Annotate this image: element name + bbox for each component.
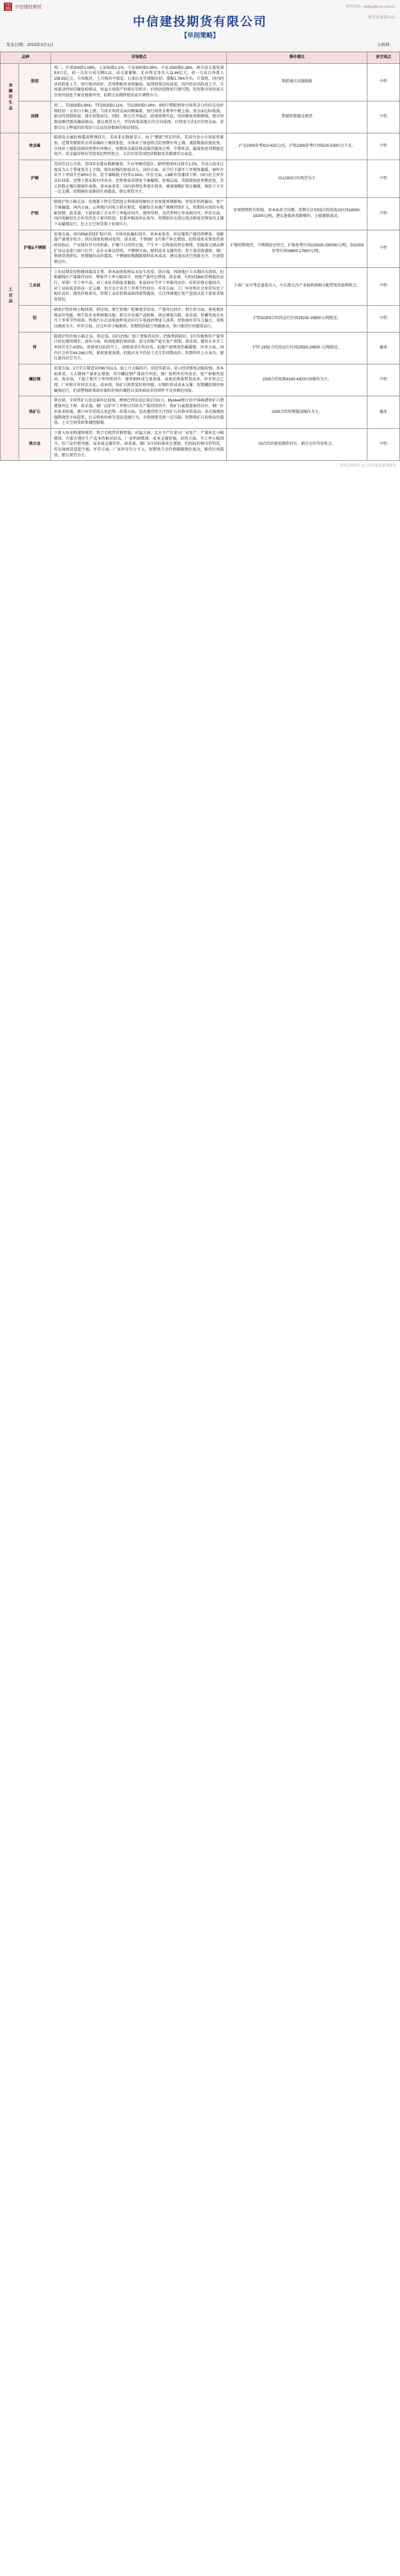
operation-advice-text: 沪镍短期观望，不锈钢轻仓短空。沪镍参考区间220000-230000元/吨，SS2303参考区间16800-17800元/吨。 [227,230,367,267]
market-focus-text: 工业硅期货价格继续震荡走势，基本面宽松格局未发生改变。供应端，西南地区丰水期尚未到来，但新疆地区产量维持高位，整体开工率小幅回升，周度产量环比增加。需求端，有机硅DMC价格低位运行，单体厂开工率不高，对工业硅采购需求偏弱；多晶硅环节开工率维持高位，硅料价格企稳回升，对工业硅需求形成一定支撑；铝合金企业开工率季节性回升。库存方面，工厂库存和社会库存均处于相对高位，现货价格承压。短期工业硅价格或维持弱势震荡，关注西南地区复产进度以及下游需求恢复情况。 [51,267,227,305]
operation-advice-text: 宏观情绪暂有转强，基本面多空均衡，短期关注铝03合约的波动区间18000-19200元/吨，建议逢低多思路操作，上破谨慎追高。 [227,198,367,230]
variety-name: 工业硅 [19,267,51,305]
market-focus-text: 隔夜沪锌价格小幅走高。供应端，国内冶炼厂加工费维持高位，冶炼利润较好，3月份精炼锌产量预计环比继续增长；海外方面，欧洲能源价格回落，部分冶炼产能有复产预期。需求端，镀锌企业开工率回升至7.425%，基建项目陆续开工，初级需求有所改善，但地产端恢复仍偏缓慢。库存方面，国内社会库存44.248万吨，累积速度放缓，但绝对水平仍处于近几年同期高位。短期锌价上方承压，建议逢高沽空为主。 [51,332,227,364]
variety-name: 铅 [19,305,51,332]
page-subtitle: 【早间策略】 [181,33,219,40]
variety-name: 股指 [19,63,51,101]
analyst-label: 分析师： [377,43,394,47]
strategy-table [0,52,400,461]
variety-name: 沪镍&不锈钢 [19,230,51,267]
operation-advice-text: 期债短期建议观望 [227,101,367,133]
variety-name: 沪铜 [19,160,51,198]
table-row [1,160,400,198]
long-short-view: 中性 [367,63,400,101]
market-focus-text: 隔夜贵金属价格震荡整理回升，美国非农数据显示，由于"鹰派"坚定持续，美国劳动力市场依然紧张。近期美联储官员讲话偏向于继续加息，市场对于加息终点的预期有所上调。通胀数据出现反复，市场对于通胀回落的预期有所修正。短期贵金属价格或维持震荡走势，中期来看，随着加息周期接近尾声，贵金属价格有望迎来趋势性机会。关注后续美国经济数据及美联储官员表态。 [51,133,227,160]
long-short-view: 偏多 [367,396,400,428]
col-header-advice: 操作建议 [227,52,367,64]
operation-advice-text: 03合约的保值操作持有，剩余仓位等待机会。 [227,428,367,460]
header-dept-label: 研究发展部出品 [367,16,395,20]
report-header [0,0,400,52]
group-label: 工业品 [8,287,12,304]
market-focus-text: 供应端，全球铁矿石发运量环比回落，澳洲巴西发运总量1月31日，Mysteel统计的中国45港铁矿石到港量环比下降。需求端，钢厂高炉开工率和日均铁水产量持续回升，铁矿石疏港量维持高位，钢厂补库需求较强，港口库存延续去化趋势。政策方面，发改委持续关注铁矿石价格异常波动，多次强调加强期现货市场监管，打击哄抬价格等违法违规行为，市场情绪受到一定压制。短期铁矿石价格高位震荡，上方空间受政策调控限制。 [51,396,227,428]
long-short-view: 偏多 [367,332,400,364]
brand-small-label: 中信建投期货 [15,4,42,10]
footer-note: 请务必阅读正文之后的免责条款部分 [339,464,396,468]
brand-bar [4,3,396,11]
operation-advice-text: 下游厂家可考虑逢低买入，中长期关注产业链利润再分配带来的套利机会。 [227,267,367,305]
market-focus-text: 隔夜沪铝小幅走高。伦敦累下降是受到意大利南部电解铝企业复能预期影响，但电价仍然偏高，复产节奏偏缓。国内方面，云南地区因电力供应紧张，电解铝企业减产规模持续扩大，短期供应端仍有收缩预期。需求端，下游铝加工企业开工率稳步回升，建筑型材、光伏型材订单表现尚可。库存方面，国内电解铝社会库存仍处于累库阶段，但累库幅度环比收窄。短期铝价在供应扰动和需求恢复的支撑下或偏强运行，但上方空间受制于宏观压力。 [51,198,227,230]
variety-name: 铁矿石 [19,396,51,428]
col-header-view: 多空观点 [367,52,400,64]
market-focus-text: 下游入场采购谨慎观望，铁合金现货价格暂稳。硅锰方面，北方主产区部分厂家复产，产量环比小幅增加，内蒙古地区生产成本仍相对较高，厂家利润微薄，成本支撑较强。硅铁方面，开工率小幅回升，但兰炭价格坚挺，成本端支撑仍存。需求端，钢厂3月招标量环比增加，但招标价格压价明显，贸易商囤货意愿不强。库存方面，厂家库存压力不大。短期铁合金价格跟随钢价波动，维持区间震荡，建议观望为主。 [51,428,227,460]
col-header-variety: 品种 [1,52,51,64]
publish-date: 发布日期：2023年3月1日 [6,43,54,47]
table-row [1,305,400,332]
operation-advice-text: 沪铅02303合约的运行区间15200-15800元/吨附近。 [227,305,367,332]
operation-advice-text: CU2303合约观望为主 [227,160,367,198]
market-focus-text: 周二，沪深300跌1.06%，上证50涨1.1%，中证500涨0.09%，中证1000涨0.28%。两市成交量复刻9.9万亿，前一交易日成交额0.11。成交量萎缩，北向资金净买入11.44亿元，前一交易日净流入108.93亿元。市场板块，上升板块中煤炭、石油石化等涨幅居前，涨幅1.76%左右，计算机、国内经济活跃度上升，银行板块较好，逆周期板块表现偏弱。疫情政策边际放宽，国内经济活跃度上升，市场流动性保持偏宽松格局，权益市场资产价格有望抬升，后续估值修复行情可期。但短期市场仍需关注海外加息节奏及地缘冲突，前期交易拥挤板块或有调整压力。 [51,63,227,101]
table-body [1,63,400,461]
company-logo-icon: 中信 建投 [4,3,11,11]
long-short-view: 中性 [367,428,400,460]
operation-advice-text: 期指建议高抛低吸 [227,63,367,101]
market-focus-text: 周二，T2303涨0.06%，TF2303涨0.11%，TS2303涨0.18%。IRS中期限债券市场资金合约的交易价格较前一交易日小幅上涨。当前市场资金面均衡偏紧，银行间资金利率中枢上移，资金面边际收敛。流动性预期转弱，债市短期承压。同时，两会召开临近，政策预期升温，经济修复预期增强。债市短期或维持震荡偏弱格局，建议观望为主，等待政策落地后的方向选择。后续需关注3月份资金面、重要会议上释放的政策信号以及经济数据的验证情况。 [51,101,227,133]
long-short-view: 中性 [367,230,400,267]
meta-row [4,40,396,47]
group-label: 金融衍生品 [8,82,12,112]
page-title: 中信建投期货有限公司 [132,15,267,29]
variety-name: 铁合金 [19,428,51,460]
variety-name: 沪铝 [19,198,51,230]
col-header-focus: 市场焦点 [51,52,227,64]
long-short-view: 中性 [367,305,400,332]
market-focus-text: 隔夜沪铅价格小幅回落。供应端，原生铅炼厂检修逐步结束，产量环比回升；再生铅方面，废电瓶价格高位坚挺，再生铅企业利润被压缩，部分企业减产或检修，供应增量有限。需求端，铅蓄电池企业开工率季节性回落，终端汽车启动电池和电动自行车电池消费进入淡季，经销商库存压力偏大，采购以刚需为主。库存方面，社会库存小幅累积。短期铅价缺乏明确驱动，预计维持区间震荡运行。 [51,305,227,332]
table-row [1,63,400,101]
operation-advice-text: 沪锌 2303 合约的运行区间23500-24500 元/吨附近。 [227,332,367,364]
table-head [1,52,400,64]
table-row [1,428,400,460]
table-row [1,198,400,230]
table-row [1,396,400,428]
market-focus-text: 宏观方面，国内PMI重回扩张区间，市场风险偏好回升。基本面来看，印尼镍铁产能持续释放，电解镍产量逐步抬升，供应端宽松格局延续。需求端，不锈钢厂3月排产环比增加，但终端需求恢复仍需时间验证，产业链库存有所积累。沪镍当日持续走强，产生不一定程度的挤仓情绪，但随着交割品牌扩容以及进口窗口打开，高升水难以持续。不锈钢方面，原料成本支撑仍存，但下游采购谨慎，钢厂利润受到挤压。短期镍价高位震荡，不锈钢价格跟随原料成本波动，建议逢高沽空思路为主，注意控制仓位。 [51,230,227,267]
long-short-view: 中性 [367,160,400,198]
variety-name: 国债 [19,101,51,133]
long-short-view: 中性 [367,101,400,133]
table-row [1,133,400,160]
group-cell [1,63,19,133]
header-email: 研究咨询：huiliyu@csc.com.cn [346,5,395,9]
variety-name: 锌 [19,332,51,364]
variety-name: 贵金属 [19,133,51,160]
table-row [1,230,400,267]
long-short-view: 中性 [367,364,400,396]
operation-advice-text: 2305合约短期4100-4300区间操作为主。 [227,364,367,396]
table-row [1,364,400,396]
group-cell [1,133,19,461]
table-header-row [1,52,400,64]
operation-advice-text: 沪金2306参考410-425元/克，沪银2306参考区间5100-5300元/千克。 [227,133,367,160]
variety-name: 螺纹钢 [19,364,51,396]
long-short-view: 中性 [367,133,400,160]
table-row [1,101,400,133]
long-short-view: 中性 [367,267,400,305]
long-short-view: 中性 [367,198,400,230]
market-focus-text: 美国劳动力市场，美国非农就业数据强劲，失业率维持低位，薪资增速环比回升1.2%，劳动力成本过度成为大个季度复苏上主线，给出较强的加息动力。国内方面，春节后下游开工率恢复偏缓，铜杆企业开工率回升至80%左右，但节奏略低于往年0.2e%。库存方面，LME库存继续下降，国内社会库存高位回落，近期下游采购有所改善，但整体需求恢复节奏偏慢。宏观层面，美联储加息预期反复，美元指数走强压制铜价表现。基本面来看，国内消费旺季逐步到来，叠加铜精矿供应偏紧，铜价下方有一定支撑。短期铜价或维持区间震荡，建议观望为主。 [51,160,227,198]
market-focus-text: 宏观方面，2月官方制造业PMI为51.6，较上月大幅回升，创近年新高，显示经济修复动能较强。基本面来看，五大钢材产量环比增加，其中螺纹钢产量回升明显，钢厂盈利率有所改善，复产积极性提高。需求端，下游工地开工率持续回升，建筑钢材成交量放量，表观消费量明显改善，库存拐点已现，厂库和社库同步去化。成本端，铁矿石和焦炭价格坚挺，对钢价形成成本支撑。短期螺纹钢价格偏强运行，但需警惕政策端对原料价格的调控以及终端需求持续性不及预期的风险。 [51,364,227,396]
operation-advice-text: 2305合约短期震荡操作为主。 [227,396,367,428]
title-block [4,12,396,40]
table-row [1,267,400,305]
table-row [1,332,400,364]
